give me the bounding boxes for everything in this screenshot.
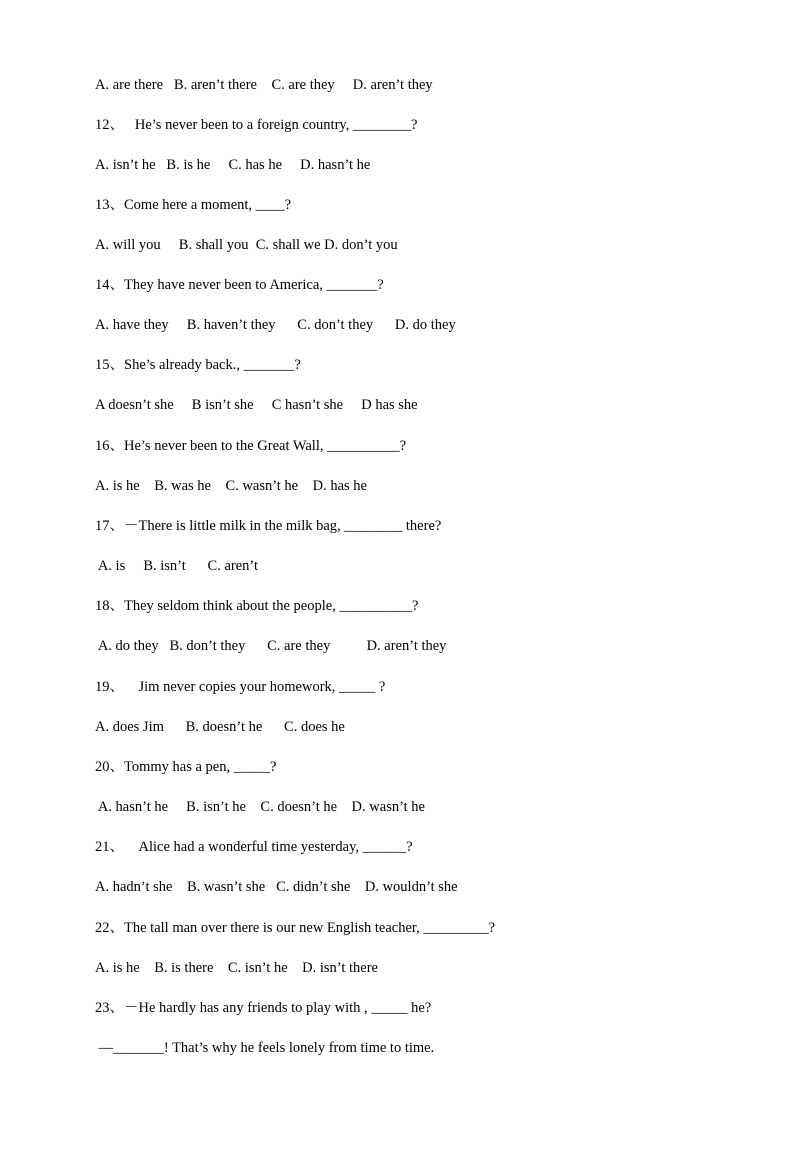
q22-options: A. is he B. is there C. isn’t he D. isn’t there [95, 960, 378, 976]
q17-options: A. is B. isn’t C. aren’t [95, 558, 258, 574]
q11-options: A. are there B. aren’t there C. are they D. aren’t they [95, 77, 433, 93]
q22-question: 22、The tall man over there is our new English teacher, _________? [95, 920, 496, 936]
q12-question: 12、 He’s never been to a foreign country, ________? [95, 117, 418, 133]
q12-options: A. isn’t he B. is he C. has he D. hasn’t he [95, 157, 371, 173]
q14-options: A. have they B. haven’t they C. don’t they D. do they [95, 317, 456, 333]
q16-options: A. is he B. was he C. wasn’t he D. has he [95, 478, 367, 494]
q19-question: 19、 Jim never copies your homework, _____ ? [95, 679, 386, 695]
q13-question: 13、Come here a moment, ____? [95, 197, 292, 213]
q19-options: A. does Jim B. doesn’t he C. does he [95, 719, 345, 735]
q20-options: A. hasn’t he B. isn’t he C. doesn’t he D. wasn’t he [95, 799, 425, 815]
q13-options: A. will you B. shall you C. shall we D. don’t you [95, 237, 398, 253]
q14-question: 14、They have never been to America, _______? [95, 277, 384, 293]
q16-question: 16、He’s never been to the Great Wall, __________? [95, 438, 407, 454]
q17-question: 17、－There is little milk in the milk bag, ________ there? [95, 518, 442, 534]
q18-question: 18、They seldom think about the people, __________? [95, 598, 419, 614]
q18-options: A. do they B. don’t they C. are they D. aren’t they [95, 638, 447, 654]
q15-options: A doesn’t she B isn’t she C hasn’t she D has she [95, 397, 418, 413]
q21-question: 21、 Alice had a wonderful time yesterday, ______? [95, 839, 413, 855]
q21-options: A. hadn’t she B. wasn’t she C. didn’t she D. wouldn’t she [95, 879, 458, 895]
q20-question: 20、Tommy has a pen, _____? [95, 759, 277, 775]
q15-question: 15、She’s already back., _______? [95, 357, 301, 373]
q23-answer-line: —_______! That’s why he feels lonely from time to time. [95, 1040, 435, 1056]
q23-question: 23、－He hardly has any friends to play with , _____ he? [95, 1000, 432, 1016]
